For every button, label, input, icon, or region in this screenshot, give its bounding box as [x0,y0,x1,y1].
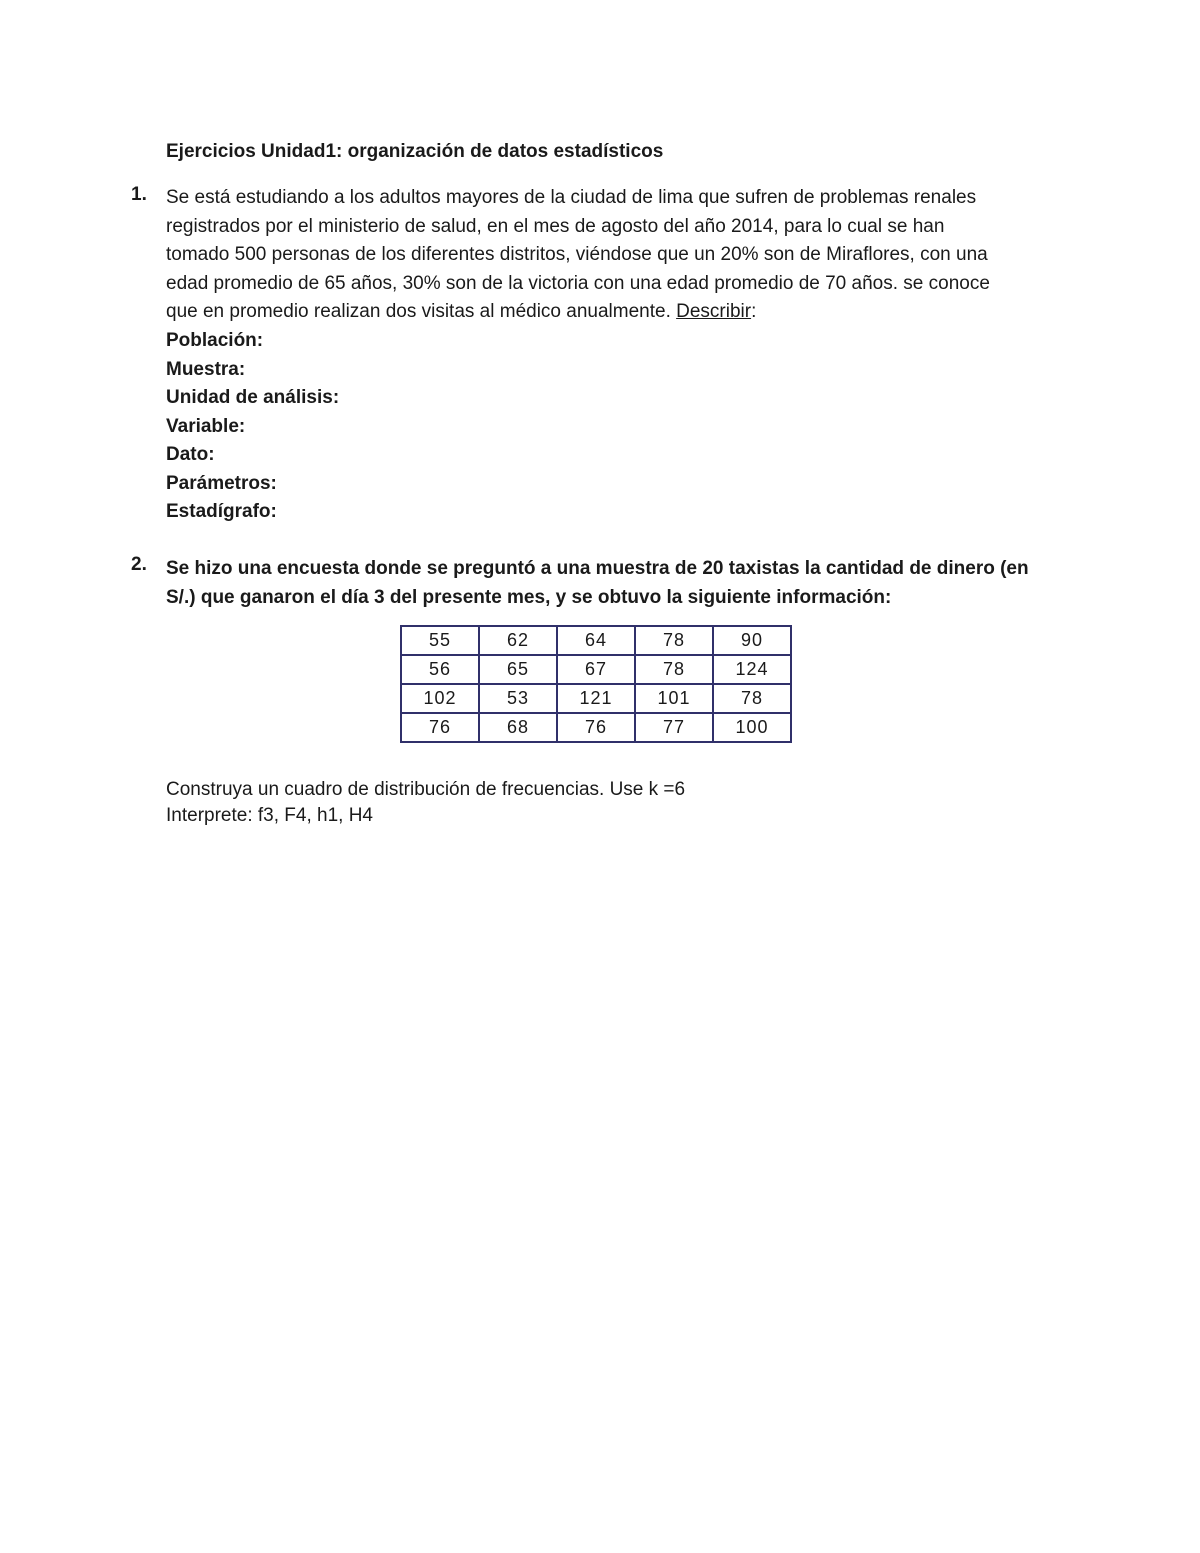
table-row [401,626,791,655]
term-muestra: Muestra: [166,358,246,380]
question-2-number: 2. [131,554,147,575]
question-1-terms [166,327,339,527]
table-cell: 55 [401,626,479,655]
page-title: Ejercicios Unidad1: organización de datos estadísticos [166,141,664,162]
table-cell: 76 [401,713,479,742]
question-1-text [166,184,1046,327]
term-parametros: Parámetros: [166,472,277,494]
table-cell: 121 [557,684,635,713]
question-2-line: Se hizo una encuesta donde se preguntó a una muestra de 20 taxistas la cantidad de dinero (en [166,558,1029,579]
question-1-line: Se está estudiando a los adultos mayores de la ciudad de lima que sufren de problemas renales [166,187,977,208]
term-variable: Variable: [166,415,246,437]
describe-colon: : [751,301,757,322]
question-2-text [166,554,1046,612]
question-1-line: registrados por el ministerio de salud, en el mes de agosto del año 2014, para lo cual se han [166,215,945,237]
question-1-last-line [166,298,1046,327]
question-1-line: edad promedio de 65 años, 30% son de la victoria con una edad promedio de 70 años. se conoce [166,272,990,294]
table-cell: 77 [635,713,713,742]
table-cell: 62 [479,626,557,655]
table-row [401,713,791,742]
question-1-line-prefix: que en promedio realizan dos visitas al médico anualmente. [166,301,677,322]
table-cell: 78 [635,655,713,684]
table-cell: 65 [479,655,557,684]
table-cell: 64 [557,626,635,655]
earnings-table [400,625,792,743]
question-2-line: S/.) que ganaron el día 3 del presente mes, y se obtuvo la siguiente información: [166,587,892,608]
table-cell: 100 [713,713,791,742]
term-poblacion: Población: [166,330,264,351]
table-cell: 76 [557,713,635,742]
table-row [401,684,791,713]
instruction-interpret: Interprete: f3, F4, h1, H4 [166,805,373,826]
term-dato: Dato: [166,444,215,465]
table-cell: 78 [635,626,713,655]
table-cell: 90 [713,626,791,655]
table-cell: 68 [479,713,557,742]
instruction-construct: Construya un cuadro de distribución de frecuencias. Use k =6 [166,779,686,800]
table-cell: 56 [401,655,479,684]
describe-word: Describir [676,301,752,322]
term-unidad-analisis: Unidad de análisis: [166,387,340,408]
table-cell: 78 [713,684,791,713]
table-cell: 53 [479,684,557,713]
question-1-line: tomado 500 personas de los diferentes distritos, viéndose que un 20% son de Miraflores, con una [166,244,988,265]
table-cell: 101 [635,684,713,713]
table-row [401,655,791,684]
term-estadigrafo: Estadígrafo: [166,501,277,522]
table-cell: 124 [713,655,791,684]
table-cell: 67 [557,655,635,684]
question-2-instructions [166,777,685,829]
table-cell: 102 [401,684,479,713]
question-1-number: 1. [131,184,147,205]
